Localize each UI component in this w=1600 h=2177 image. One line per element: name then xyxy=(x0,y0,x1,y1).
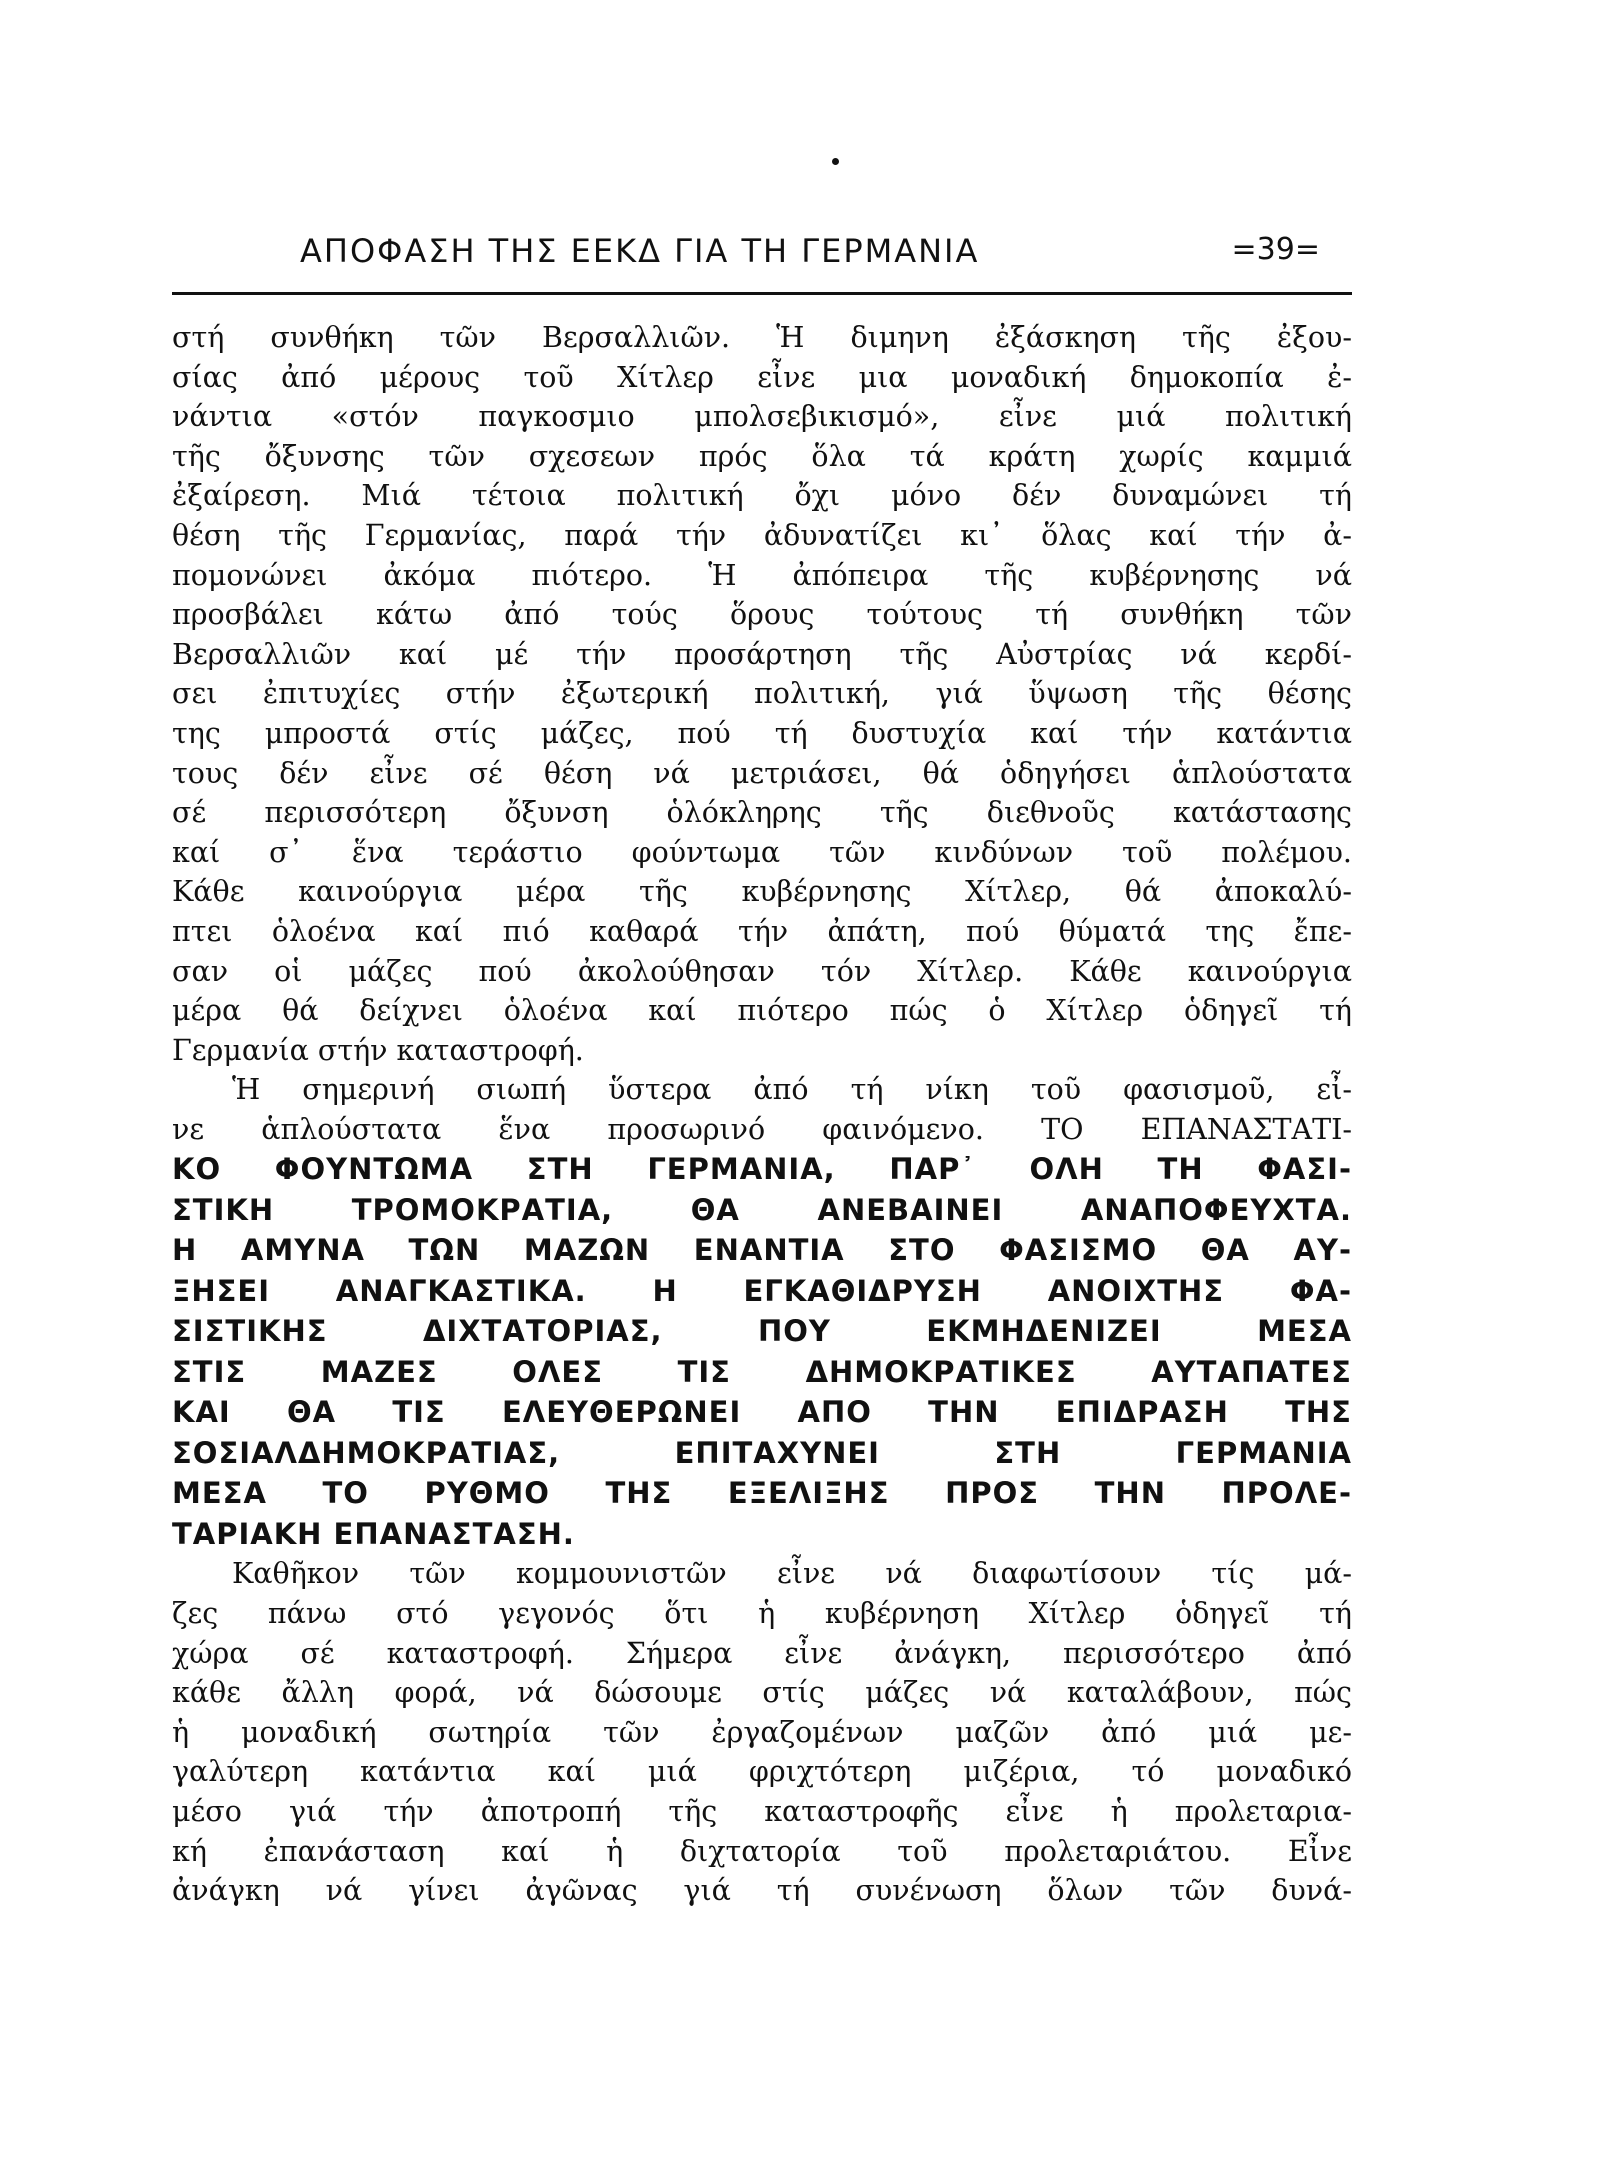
text-line: σει ἐπιτυχίες στήν ἐξωτερική πολιτική, γιά ὕψωση τῆς θέσης xyxy=(172,677,1352,711)
text-line: πομονώνει ἀκόμα πιότερο. Ἡ ἀπόπειρα τῆς κυβέρνησης νά xyxy=(172,558,1352,592)
text-line: ΚΟ ΦΟΥΝΤΩΜΑ ΣΤΗ ΓΕΡΜΑΝΙΑ, ΠΑΡ᾽ ΟΛΗ ΤΗ ΦΑΣΙ- xyxy=(172,1152,1352,1187)
paragraph-1 xyxy=(172,318,1352,1070)
text-line: ζες πάνω στό γεγονός ὅτι ἡ κυβέρνηση Χίτλερ ὁδηγεῖ τή xyxy=(172,1597,1352,1631)
text-line: Κάθε καινούργια μέρα τῆς κυβέρνησης Χίτλερ, θά ἀποκαλύ- xyxy=(172,875,1352,909)
text-line: νε ἁπλούστατα ἕνα προσωρινό φαινόμενο. ΤΟ ΕΠΑΝΑΣΤΑΤΙ- xyxy=(172,1112,1352,1146)
page-number: =39= xyxy=(1231,232,1320,267)
text-line: σίας ἀπό μέρους τοῦ Χίτλερ εἶνε μια μοναδική δημοκοπία ἐ- xyxy=(172,360,1352,394)
text-line: ΣΤΙΣ ΜΑΖΕΣ ΟΛΕΣ ΤΙΣ ΔΗΜΟΚΡΑΤΙΚΕΣ ΑΥΤΑΠΑΤΕΣ xyxy=(172,1354,1352,1389)
text-line: ἡ μοναδική σωτηρία τῶν ἐργαζομένων μαζῶν ἀπό μιά με- xyxy=(172,1715,1352,1749)
text-line: θέση τῆς Γερμανίας, παρά τήν ἀδυνατίζει κι᾽ ὅλας καί τήν ἀ- xyxy=(172,518,1352,552)
text-line: ΜΕΣΑ ΤΟ ΡΥΘΜΟ ΤΗΣ ΕΞΕΛΙΞΗΣ ΠΡΟΣ ΤΗΝ ΠΡΟΛΕ- xyxy=(172,1476,1352,1511)
header-title: ΑΠΟΦΑΣΗ ΤΗΣ ΕΕΚΔ ΓΙΑ ΤΗ ΓΕΡΜΑΝΙΑ xyxy=(300,232,980,270)
text-line: πτει ὁλοένα καί πιό καθαρά τήν ἀπάτη, πού θύματά της ἔπε- xyxy=(172,914,1352,948)
text-line: σέ περισσότερη ὄξυνση ὁλόκληρης τῆς διεθνοῦς κατάστασης xyxy=(172,796,1352,830)
text-line: Καθῆκον τῶν κομμουνιστῶν εἶνε νά διαφωτίσουν τίς μά- xyxy=(232,1557,1352,1591)
text-line: μέρα θά δείχνει ὁλοένα καί πιότερο πώς ὁ Χίτλερ ὁδηγεῖ τή xyxy=(172,994,1352,1028)
text-line: της μπροστά στίς μάζες, πού τή δυστυχία καί τήν κατάντια xyxy=(172,716,1352,750)
paragraph-2 xyxy=(172,1070,1352,1149)
text-line: σαν οἱ μάζες πού ἀκολούθησαν τόν Χίτλερ. Κάθε καινούργια xyxy=(172,954,1352,988)
text-line: Ἡ σημερινή σιωπή ὕστερα ἀπό τή νίκη τοῦ φασισμοῦ, εἶ- xyxy=(232,1073,1352,1107)
text-line: Η ΑΜΥΝΑ ΤΩΝ ΜΑΖΩΝ ΕΝΑΝΤΙΑ ΣΤΟ ΦΑΣΙΣΜΟ ΘΑ ΑΥ- xyxy=(172,1233,1352,1268)
ink-dot xyxy=(832,158,839,165)
header-rule xyxy=(172,292,1352,295)
text-line: ΣΤΙΚΗ ΤΡΟΜΟΚΡΑΤΙΑ, ΘΑ ΑΝΕΒΑΙΝΕΙ ΑΝΑΠΟΦΕΥΧΤΑ. xyxy=(172,1192,1352,1227)
paragraph-caps xyxy=(172,1149,1352,1554)
text-line: γαλύτερη κατάντια καί μιά φριχτότερη μιζέρια, τό μοναδικό xyxy=(172,1755,1352,1789)
text-line: ΚΑΙ ΘΑ ΤΙΣ ΕΛΕΥΘΕΡΩΝΕΙ ΑΠΟ ΤΗΝ ΕΠΙΔΡΑΣΗ ΤΗΣ xyxy=(172,1395,1352,1430)
text-line: ΣΙΣΤΙΚΗΣ ΔΙΧΤΑΤΟΡΙΑΣ, ΠΟΥ ΕΚΜΗΔΕΝΙΖΕΙ ΜΕΣΑ xyxy=(172,1314,1352,1349)
text-line: ΞΗΣΕΙ ΑΝΑΓΚΑΣΤΙΚΑ. Η ΕΓΚΑΘΙΔΡΥΣΗ ΑΝΟΙΧΤΗΣ ΦΑ- xyxy=(172,1273,1352,1308)
text-line: τῆς ὄξυνσης τῶν σχεσεων πρός ὅλα τά κράτη χωρίς καμμιά xyxy=(172,439,1352,473)
paragraph-3 xyxy=(172,1554,1352,1910)
text-line: ἐξαίρεση. Μιά τέτοια πολιτική ὄχι μόνο δέν δυναμώνει τή xyxy=(172,479,1352,513)
text-line: νάντια «στόν παγκοσμιο μπολσεβικισμό», εἶνε μιά πολιτική xyxy=(172,400,1352,434)
text-line: προσβάλει κάτω ἀπό τούς ὅρους τούτους τή συνθήκη τῶν xyxy=(172,598,1352,632)
text-line: κή ἐπανάσταση καί ἡ διχτατορία τοῦ προλεταριάτου. Εἶνε xyxy=(172,1834,1352,1868)
text-line: μέσο γιά τήν ἀποτροπή τῆς καταστροφῆς εἶνε ἡ προλεταρια- xyxy=(172,1795,1352,1829)
text-line: ἀνάγκη νά γίνει ἀγῶνας γιά τή συνένωση ὅλων τῶν δυνά- xyxy=(172,1874,1352,1908)
text-line: ΣΟΣΙΑΛΔΗΜΟΚΡΑΤΙΑΣ, ΕΠΙΤΑΧΥΝΕΙ ΣΤΗ ΓΕΡΜΑΝΙΑ xyxy=(172,1435,1352,1470)
text-line: Βερσαλλιῶν καί μέ τήν προσάρτηση τῆς Αὐστρίας νά κερδί- xyxy=(172,637,1352,671)
body-text xyxy=(172,318,1352,1911)
running-header xyxy=(300,232,1320,282)
text-line: στή συνθήκη τῶν Βερσαλλιῶν. Ἡ διμηνη ἐξάσκηση τῆς ἐξου- xyxy=(172,321,1352,354)
text-line: καί σ᾽ ἕνα τεράστιο φούντωμα τῶν κινδύνων τοῦ πολέμου. xyxy=(172,835,1352,869)
text-line: κάθε ἄλλη φορά, νά δώσουμε στίς μάζες νά καταλάβουν, πώς xyxy=(172,1676,1352,1710)
text-line: χώρα σέ καταστροφή. Σήμερα εἶνε ἀνάγκη, περισσότερο ἀπό xyxy=(172,1636,1352,1670)
text-line: τους δέν εἶνε σέ θέση νά μετριάσει, θά ὁδηγήσει ἁπλούστατα xyxy=(172,756,1352,790)
text-line: ΤΑΡΙΑΚΗ ΕΠΑΝΑΣΤΑΣΗ. xyxy=(172,1516,575,1551)
text-line: Γερμανία στήν καταστροφή. xyxy=(172,1033,584,1067)
